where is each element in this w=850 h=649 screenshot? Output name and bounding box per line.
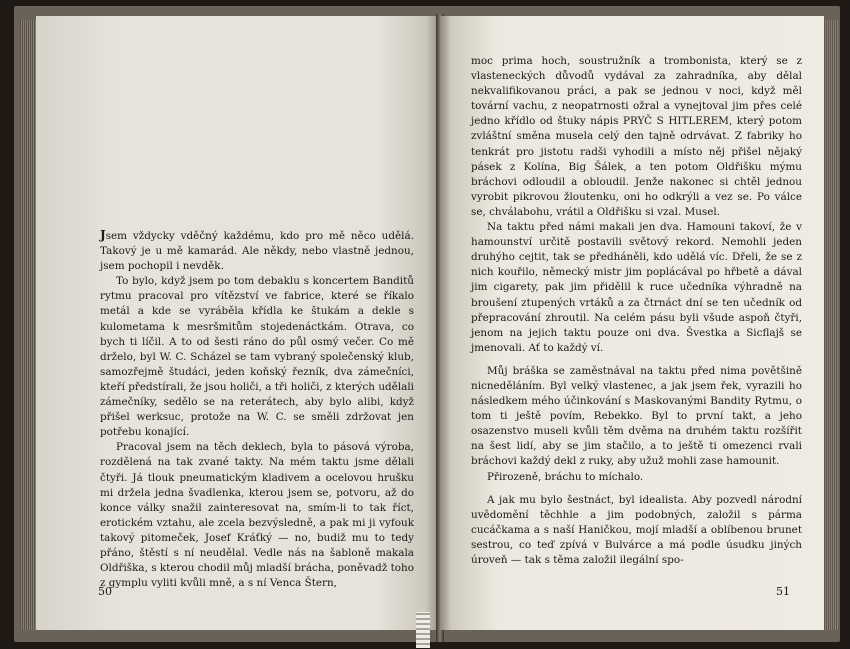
right-page xyxy=(440,16,824,630)
right-page-edges xyxy=(824,20,838,630)
left-page-text xyxy=(100,228,414,591)
left-page xyxy=(36,16,438,630)
paragraph: A jak mu bylo šestnáct, byl idealista. Aby pozvedl národní uvědomění těchhle a jim podobných, založil s párma cucáčkama a s naší Haničkou, mojí mladší a oblíbenou brunet sestrou, co teď zpívá v Bulvárce a má podle úsudku jiných úroveň — tak s těma založil ilegální spo- xyxy=(471,493,802,566)
paragraph: Pracoval jsem na těch deklech, byla to pásová výroba, rozdělená na tak zvané takty. Na mém taktu jsme dělali čtyři. Já tlouk pneumatickým kladivem a ocelovou hrušku mi držela jedna švadlenka, kterou jsem se, potvoru, až do konce války snažil zainteresovat na, smím-li to tak říct, erotickém vztahu, ale zcela bezvýsledně, a pak mi ji vyfouk takový pitomeček, Josef Kráťký — no, budiž mu to tedy přáno, štěstí s ní neudělal. Vedle nás na šabloně makala Oldřiška, s kterou chodil můj mladší brácha, poněvadž toho z gymplu vyliti kvůli mně, a s ní Venca Štern, xyxy=(100,441,414,590)
paragraph: Na taktu před námi makali jen dva. Hamouni takoví, že v hamounství určitě postavili světový rekord. Nemohli jeden druhýho cejtit, tak se předháněli, kdo udělá víc. Dřeli, že se z nich kouřilo, německý mistr jim poplácával po hřbetě a dával jim cigarety, pak jim přidělil k ruce učedníka výhradně na broušení ztupených vrtáků a za čtrnáct dní se ten učedník od přepracování zhroutil. Na celém pásu byli všude aspoň čtyři, jenom na jejich taktu pouze oni dva. Švestka a Sicflajš se jmenovali. Ať to každý ví. xyxy=(471,221,802,354)
open-book xyxy=(14,6,840,642)
paragraph: Jsem vždycky vděčný každému, kdo pro mě něco udělá. Takový je u mě kamarád. Ale někdy, nebo vlastně jednou, jsem pochopil i nevděk. xyxy=(100,228,414,273)
page-number-right: 51 xyxy=(776,585,790,598)
paragraph: To bylo, když jsem po tom debaklu s koncertem Banditů rytmu pracoval pro vítězství ve fabrice, které se říkalo metál a kde se vyráběla křídla ke štukám a dekle s kulometama k mesršmitům stojedenáctkám. Otrava, co bych ti líčil. A to od šesti ráno do půl osmý večer. Co mě drželo, byl W. C. Scházel se tam vybraný společenský klub, samozřejmě študáci, jeden koňský řezník, dva zámečníci, kteří předstírali, že jsou holiči, a tři holiči, z kterých udělali zámečníky, sedělo se na reterátech, aby bylo alibi, když přišel werksuc, protože na W. C. se směli zdržovat jen potřebu konající. xyxy=(100,275,414,439)
right-page-text xyxy=(471,54,802,568)
bookmark-ribbon xyxy=(416,612,430,648)
paragraph: Můj bráška se zaměstnával na taktu před nima povětšině nicneděláním. Byl velký vlastenec, a jak jsem řek, vyrazili ho následkem mého účinkování s Maskovanými Bandity Rytmu, o tom ti ještě povím, Rebekko. Byl to první takt, a jeho osazenstvo museli kvůli těm dvěma na druhém taktu rozšířit na šest lidí, aby se jim stačilo, a to ještě ti omezenci rvali bráchovi každý dekl z ruky, aby užuž mohli zase hamounit. xyxy=(471,364,802,468)
page-number-left: 50 xyxy=(98,585,112,598)
paragraph: Přirozeně, bráchu to míchalo. xyxy=(487,470,644,483)
left-page-edges xyxy=(20,20,36,630)
paragraph: moc prima hoch, soustružník a trombonista, který se z vlasteneckých důvodů vydával za zahradníka, aby dělal nekvalifikovanou práci, a pak se jednou v noci, když měl tovární vachu, z neopatrnosti ožral a vynejtoval jim přes celé jedno křídlo od štuky nápis PRYČ S HITLEREM, který potom zvláštní směna musela celý den tajně odrvávat. Z fabriky ho tenkrát pro jistotu radši vyhodili a místo něj přišel nějaký pásek z Kolína, Big Šálek, a ten potom Oldřišku mýmu bráchovi odloudil a obloudil. Jenže nakonec si chtěl jednou vyrobit pikrovou žloutenku, oni ho odkrýli a vez se. Po válce se, chválabohu, vrátil a Oldřišku si vzal. Musel. xyxy=(471,55,802,218)
